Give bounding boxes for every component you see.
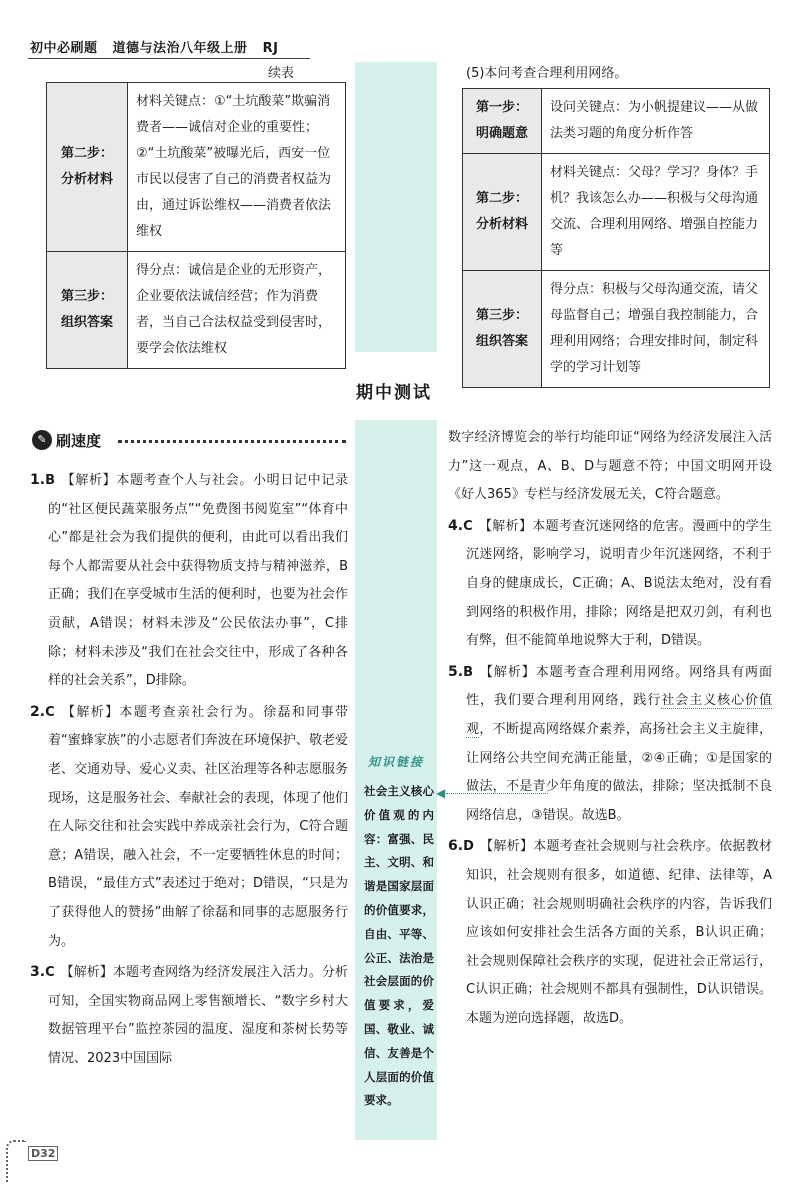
continued-label: 续表 [268,66,295,81]
brush-icon: ✎ [32,430,52,450]
center-strip-top [355,62,437,352]
answers-left-column [30,466,348,1075]
section-title: 期中测试 [356,383,432,403]
right-steps-table [462,88,770,388]
corner-decoration [6,1140,26,1182]
page-number: D32 [28,1146,58,1161]
table-row [463,271,770,388]
step-label: 第二步： 分析材料 [47,83,128,252]
step-label: 第二步： 分析材料 [463,154,542,271]
header-rule [28,58,310,59]
right-note: (5)本问考查合理利用网络。 [466,66,628,81]
header-edition: RJ [262,41,279,56]
knowledge-link-title: 知识链接 [368,755,425,769]
dotted-divider [118,440,346,443]
speed-label: 刷速度 [56,432,102,450]
answer-item: 6.D 【解析】本题考查社会规则与社会秩序。依据教材知识，社会规则有很多，如道德、纪律、法律等，A认识正确；社会规则明确社会秩序的内容，告诉我们应该如何安排社会生活各方面的关系，B认识正确；社会规则保障社会秩序的实现，促进社会正常运行，C认识正确；社会规则不都具有强制性，D认识错误。本题为逆向选择题，故选D。 [448,838,772,1026]
answers-right-column [448,424,772,1035]
step-text: 得分点：诚信是企业的无形资产，企业要依法诚信经营；作为消费者，当自己合法权益受到侵害时，要学会依法维权 [128,252,346,369]
answer-item: 5.B 【解析】本题考查合理利用网络。网络具有两面性，我们要合理利用网络，践行社会主义核心价值观，不断提高网络媒介素养，高扬社会主义主旋律，让网络公共空间充满正能量，②④正确；①是国家的做法，不是青少年角度的做法，排除；坚决抵制不良网络信息，③错误。故选B。 [448,663,772,823]
step-label: 第三步： 组织答案 [47,252,128,369]
step-text: 得分点：积极与父母沟通交流，请父母监督自己；增强自我控制能力，合理利用网络；合理安排时间，制定科学的学习计划等 [542,271,770,388]
answer-item: 3.C 【解析】本题考查网络为经济发展注入活力。分析可知，全国实物商品网上零售额增长、“数字乡村大数据管理平台”监控茶园的温度、湿度和茶树长势等情况、2023中国国际 [30,964,348,1066]
answer-item: 1.B 【解析】本题考查个人与社会。小明日记中记录的“社区便民蔬菜服务点”“免费图书阅览室”“体育中心”都是社会为我们提供的便利，由此可以看出我们每个人都需要从社会中获得物质支持与精神滋养，B正确；我们在享受城市生活的便利时，也要为社会作贡献，A错误；材料未涉及“公民依法办事”，C排除；材料未涉及“我们在社会交往中，形成了各种各样的社会关系”，D排除。 [30,472,348,689]
step-label: 第一步： 明确题意 [463,89,542,154]
step-text: 设问关键点：为小帆提建议——从做法类习题的角度分析作答 [542,89,770,154]
running-header [30,37,288,56]
answer-continuation: 数字经济博览会的举行均能印证“网络为经济发展注入活力”这一观点，A、B、D与题意不符；中国文明网开设《好人365》专栏与经济发展无关，C符合题意。 [448,430,772,503]
table-row [47,252,346,369]
knowledge-link-text: 社会主义核心价值观的内容：富强、民主、文明、和谐是国家层面的价值要求，自由、平等、公正、法治是社会层面的价值要求，爱国、敬业、诚信、友善是个人层面的价值要求。 [364,784,434,1108]
left-steps-table [46,82,346,369]
header-series: 初中必刷题 [30,41,98,56]
table-row [463,154,770,271]
step-label: 第三步： 组织答案 [463,271,542,388]
step-text: 材料关键点：①“土坑酸菜”欺骗消费者——诚信对企业的重要性；②“土坑酸菜”被曝光后，西安一位市民以侵害了自己的消费者权益为由，通过诉讼维权——消费者依法维权 [128,83,346,252]
header-subject: 道德与法治八年级上册 [112,41,248,56]
answer-item: 2.C 【解析】本题考查亲社会行为。徐磊和同事带着“蜜蜂家族”的小志愿者们奔波在环境保护、敬老爱老、交通劝导、爱心义卖、社区治理等各种志愿服务现场，这是服务社会、奉献社会的表现，体现了他们在人际交往和社会实践中养成亲社会行为，C符合题意；A错误，融入社会，不一定要牺牲休息的时间；B错误，“最佳方式”表述过于绝对；D错误，“只是为了获得他人的赞扬”曲解了徐磊和同事的志愿服务行为。 [30,703,348,949]
answer-item: 4.C 【解析】本题考查沉迷网络的危害。漫画中的学生沉迷网络，影响学习，说明青少年沉迷网络，不利于自身的健康成长，C正确；A、B说法太绝对，没有看到网络的积极作用，排除；网络是把双刃剑，有利也有弊，但不能简单地说弊大于利，D错误。 [448,517,772,649]
linked-term: 社会主义核心价值观 [466,693,772,737]
table-row [463,89,770,154]
table-row [47,83,346,252]
step-text: 材料关键点：父母？学习？身体？手机？我该怎么办——积极与父母沟通交流、合理利用网络、增强自控能力等 [542,154,770,271]
arrow-left-icon: ◀ [436,786,446,800]
